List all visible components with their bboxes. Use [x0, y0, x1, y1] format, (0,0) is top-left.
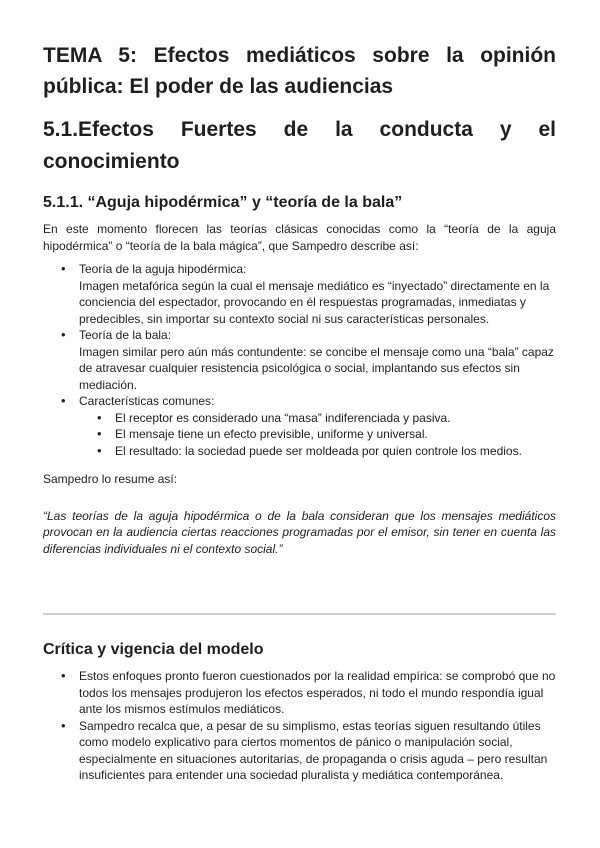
list-item-title: • Teoría de la aguja hipodérmica: [79, 262, 247, 276]
list-item [43, 393, 556, 459]
intro-paragraph: En este momento florecen las teorías clásicas conocidas como la “teoría de la aguja hipodérmica” o “teoría de la bala mágica”, que Sampedro describe así: [43, 222, 556, 253]
list-item: • Estos enfoques pronto fueron cuestionados por la realidad empírica: se comprobó que no todos los mensajes produjeron los efectos esperados, ni todo el mundo respondía igual ante los mismos estímulos mediáticos. [43, 668, 556, 718]
summary-intro: Sampedro lo resume así: [43, 472, 178, 486]
list-item [43, 327, 556, 393]
critique-section [43, 640, 556, 784]
list-item [43, 261, 556, 327]
list-item-text: Imagen similar pero aún más contundente: se concibe el mensaje como una “bala” capaz de atravesar cualquier resistencia psicológica o social, implantando sus efectos sin mediación. [79, 344, 554, 392]
subsection-heading: 5.1.1. “Aguja hipodérmica” y “teoría de la bala” [43, 194, 403, 211]
section-divider [43, 613, 556, 615]
list-item-title: • Teoría de la bala: [79, 328, 172, 342]
critique-list [43, 668, 556, 784]
list-item: • Sampedro recalca que, a pesar de su simplismo, estas teorías siguen resultando útiles como modelo explicativo para ciertos momentos de pánico o manipulación social, especialmente en situaciones autoritarias, de propaganda o crisis aguda – pero resultan insuficientes para entender una sociedad pluralista y mediática contemporánea. [43, 718, 556, 784]
list-item-title: • Características comunes: [79, 394, 215, 408]
sub-list [79, 410, 556, 460]
document-title: TEMA 5: Efectos mediáticos sobre la opinión pública: El poder de las audiencias [43, 44, 556, 98]
document-page [43, 40, 556, 557]
sub-list-item: • El receptor es considerado una “masa” indiferenciada y pasiva. [79, 410, 556, 427]
list-item-text: Imagen metafórica según la cual el mensaje mediático es “inyectado” directamente en la conciencia del espectador, provocando en él respuestas programadas, inmediatas y predecibles, sin importar su contexto social ni sus características personales. [79, 278, 550, 326]
section-heading: 5.1.Efectos Fuertes de la conducta y el conocimiento [43, 118, 556, 173]
quote-paragraph: “Las teorías de la aguja hipodérmica o de la bala consideran que los mensajes mediáticos provocan en la audiencia ciertas reacciones programadas por el emisor, sin tener en cuenta las diferencias individuales ni el contexto social.” [43, 508, 556, 556]
theory-list [43, 261, 556, 459]
sub-list-item: • El resultado: la sociedad puede ser moldeada por quien controle los medios. [79, 443, 556, 460]
sub-list-item: • El mensaje tiene un efecto previsible, uniforme y universal. [79, 426, 556, 443]
critique-heading: Crítica y vigencia del modelo [43, 641, 264, 658]
